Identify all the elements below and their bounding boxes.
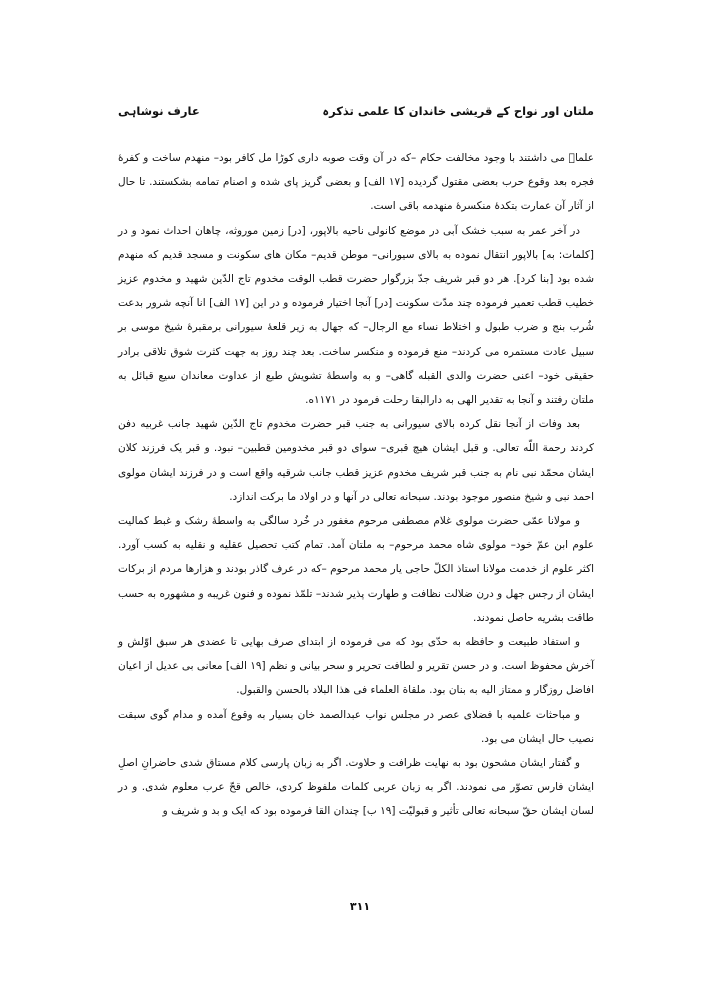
page-number: ۳۱۱ — [349, 900, 371, 913]
running-head-title: ملتان اور نواح کے قریشی خاندان کا علمی تذکرہ — [322, 104, 594, 118]
body-text — [118, 146, 594, 824]
running-head-author: عارف نوشاہی — [118, 104, 200, 118]
paragraph: در آخر عمر به سبب خشک آبی در موضع کانولی ناحیه بالاپور، [در] زمین موروثه، چاهان احداث نمود و در [کلمات: به] بالاپور انتقال نموده به بالای سیورانی– موطن قدیم– مکان های سکونت و مسجد قدیم که منهدم شده بود [بنا کرد]. هر دو قبر شریف جدّ بزرگوار حضرت قطب الوقت مخدوم تاج الدّین شهید و مخدوم عزیز خطیب قطب تعمیر فرموده چند مدّت سکونت [در] آنجا اختیار فرموده و در این [۱۷ الف] انا آنچه شرور بدعت شُرب بنج و ضرب طبول و اختلاط نساء مع الرجال– که جهال به زیر قلعۀ سیورانی برمقبرۀ شیخ موسی بر سبیل عادت مستمره می کردند– منع فرموده و منکسر ساخت. بعد چند روز به جهت کثرت شوق تلاقی برادر حقیقی خود– اعنی حضرت والدی القبله گاهی– و به واسطۀ تشویش طبع از عداوت معاندان سیع قبائل به ملتان رفتند و آنجا به تقدیر الهی به دارالبقا رحلت فرمود در ۱۱۷۱ه. — [118, 224, 594, 407]
paragraph: بعد وفات از آنجا نقل کرده بالای سیورانی به جنب قبر حضرت مخدوم تاج الدّین شهید جانب غربیه دفن کردند رحمة اللّه تعالی. و قبل ایشان هیچ قبری– سوای دو قبر مخدومین قطبین– نبود. و قبر یک فرزند کلان ایشان محمّد نبی نام به جنب قبر شریف مخدوم عزیز قطب جانب شرقیه واقع است و در فرزند ایشان مولوی احمد نبی و شیخ منصور موجود بودند. سبحانه تعالی در آنها و در اولاد ما برکت اندازد. — [118, 418, 594, 503]
paragraph: و استفاد طبیعت و حافظه به حدّی بود که می فرموده از ابتدای صرف بهایی تا عضدی هر سبق اوّلش و آخرش محفوظ است. و در حسن تقریر و لطافت تحریر و سحر بیانی و نظم [۱۹ الف] معانی بی عدیل از اعیان افاضل روزگار و ممتاز الیه به بنان بود. ملقاة العلماء فی هذا البلاد بالحسن والقبول. — [118, 636, 595, 697]
paragraph: و مولانا عمّی حضرت مولوی غلام مصطفی مرحوم مغفور در خُرد سالگی به واسطۀ رشک و غبط کمالیت علوم ابن عمّ خود– مولوی شاه محمد مرحوم– به ملتان آمد. تمام کتب تحصیل عقلیه و نقلیه به کسب آورد. اکثر علوم از خدمت مولانا استاذ الکلّ حاجی یار محمد مرحوم –که در عرف گاذر بودند و هزارها مردم از برکات ایشان از رجس جهل و درن ضلالت نظافت و طهارت پذیر شدند– تلمّذ نموده و فنون غریبه و مشهوره به حسب طاقت بشریه حاصل نمودند. — [118, 515, 594, 624]
running-head — [118, 104, 594, 126]
paragraph: و گفتار ایشان مشحون بود به نهایت ظرافت و حلاوت. اگر به زبان پارسی کلام مستاق شدی حاضرانِ اصلِ ایشان فارس تصوّر می نمودند. اگر به زبان عربی کلمات ملفوظ کردی، خالص قحّ عرب معلوم شدی. و در لسان ایشان حقّ سبحانه تعالی تأثیر و قبولیّت [۱۹ ب] چندان القا فرموده بود که ایک و بد و شریف و — [118, 757, 594, 818]
paragraph: و مباحثات علمیه با فضلای عصر در مجلس نواب عبدالصمد خان بسیار به وقوع آمده و مدام گوی سبقت نصیب حال ایشان می بود. — [118, 708, 594, 745]
paragraph: علماؔ می داشتند با وجود مخالفت حکام –که در آن وقت صوبه داری کوڑا مل کافر بود– منهدم ساخت و کفرۀ فجره بعد وقوع حرب بعضی مقتول گردیده [۱۷ الف] و بعضی گریز پای شده و اصنام تمامه بشکستند. تا حال از آثار آن عمارت بتکدۀ منکسرۀ منهدمه باقی است. — [118, 152, 595, 213]
